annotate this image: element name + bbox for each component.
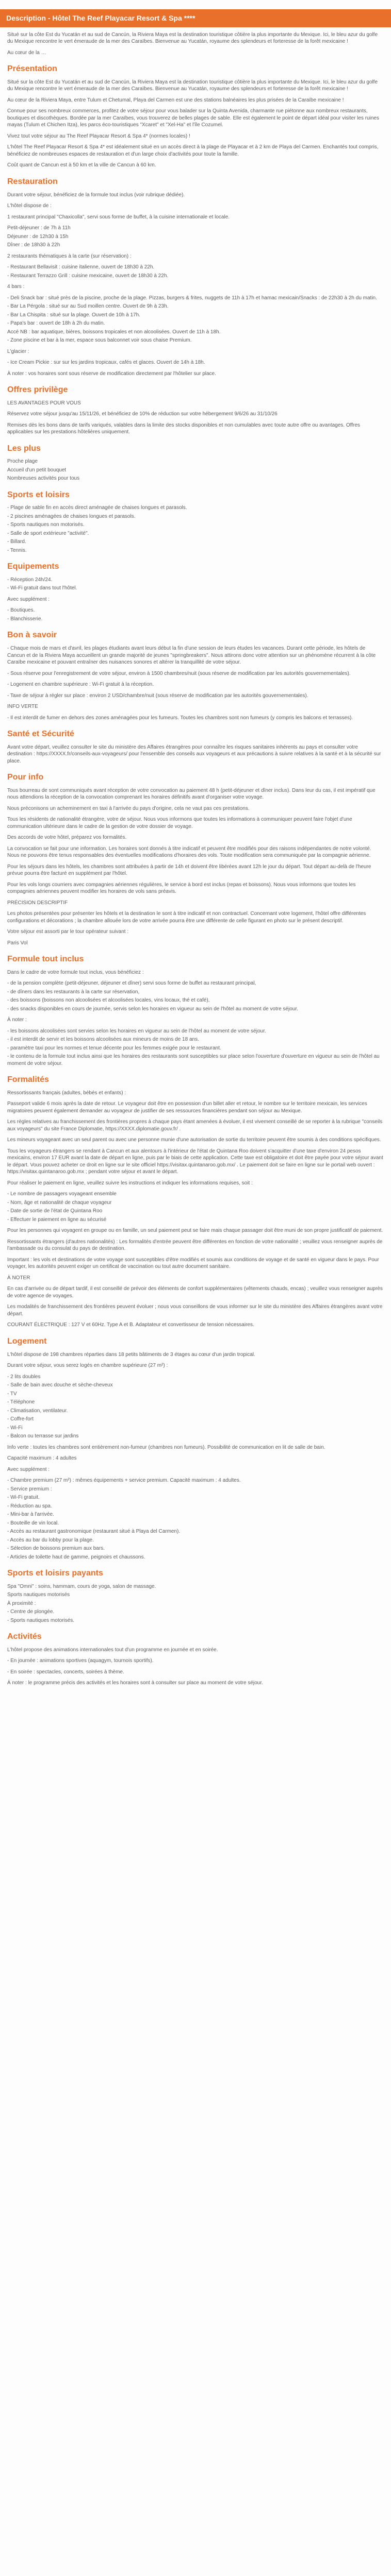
sports-item: - Sports nautiques non motorisés. <box>7 522 85 528</box>
hours-item: Petit-déjeuner : de 7h à 11h <box>7 225 71 231</box>
bar-item: Accé NB : bar aquatique, bières, boissons tropicales et non alcoolisées. Ouvert de 11h à 18h. <box>7 329 221 335</box>
equipements-payant-list <box>7 607 384 622</box>
logement-info: Info verte : toutes les chambres sont entièrement non-fumeur (chambres non fumeurs). Possibilité de communication en lit de salle de bain. <box>7 1444 325 1450</box>
logement-item: - Coffre-fort <box>7 1416 34 1422</box>
formalites-paragraph: En cas d'arrivée ou de départ tardif, il est conseillé de prévoir des éléments de confort supplémentaires (vêtements chauds, encas) ; veuillez vous renseigner auprès de votre agence de voyages. <box>7 1286 383 1299</box>
formalites-paragraph: Important : les vols et destinations de votre voyage sont susceptibles d'être modifiés et soumis aux conditions de voyage et de santé en vigueur dans le pays. Pour voyager, les autorités peuvent exiger un certificat de vaccination ou tout autre document sanitaire. <box>7 1257 379 1270</box>
formalites-paragraph: Les règles relatives au franchissement des frontières propres à chaque pays étant amenées à évoluer, il est vivement conseillé de se reporter à la rubrique "conseils aux voyageurs" du site France Diplomatie, https://XXXX.diplomatie.gouv.fr/ . <box>7 1119 383 1132</box>
section-title-presentation: Présentation <box>7 64 57 74</box>
sportsloisirs-item: - Centre de plongée. <box>7 1609 55 1615</box>
logement-equip-item: - Réduction au spa. <box>7 1503 52 1509</box>
formule-item: - des snacks disponibles en cours de journée, servis selon les horaires en vigueur au sein de l'hôtel au moment de votre séjour. <box>7 1006 298 1012</box>
pourinfo-paragraph: Votre séjour est assorti par le tour opérateur suivant : <box>7 929 129 935</box>
sportsloisirs-item: À proximité : <box>7 1600 36 1606</box>
restauration-alacarte-header: 2 restaurants thématiques à la carte (sur réservation) : <box>7 253 132 259</box>
formalites-step: - Effectuer le paiement en ligne au sécurisé <box>7 1216 107 1223</box>
formalites-paragraph: Les modalités de franchissement des frontières peuvent évoluer ; nous vous conseillons de vous informer sur le site du ministère des Affaires étrangères avant votre départ. <box>7 1304 383 1317</box>
restauration-plus-header: L'glacier : <box>7 348 29 354</box>
formule-item: - de la pension complète (petit-déjeuner, déjeuner et dîner) servi sous forme de buffet au restaurant principal, <box>7 980 256 987</box>
hours-item: Dîner : de 18h30 à 22h <box>7 242 60 248</box>
pourinfo-paragraph: Pour les vols longs courriers avec compagnies aériennes régulières, le service à bord est inclus (repas et boissons). Nous vous informons que toutes les compagnies aériennes peuvent modifier les horaires de vols sans préavis. <box>7 882 356 895</box>
logement-intro: L'hôtel dispose de 198 chambres réparties dans 18 petits bâtiments de 3 étages au cœur d'un jardin tropical. <box>7 1351 255 1358</box>
alacarte-item: - Restaurant Terrazzo Grill : cuisine mexicaine, ouvert de 18h30 à 22h. <box>7 273 169 279</box>
equipement-payant-item: - Boutiques. <box>7 607 35 614</box>
pourinfo-paragraph: Pour les séjours dans les hôtels, les chambres sont attribuées à partir de 14h et doivent être libérées avant 12h le jour du départ. Tout départ au-delà de l'heure prévue pourra être facturé en supplément par l'hôtel. <box>7 863 371 877</box>
pourinfo-paragraph: Les photos présentées pour présenter les hôtels et la destination le sont à titre indicatif et non contractuel. Concernant votre logement, l'hôtel offre différentes configurations et décorations ; la chambre allouée lors de votre arrivée pourra être une différente de celle figurant en photo sur le présent descriptif. <box>7 911 366 924</box>
presentation-paragraph: Connue pour ses nombreux commerces, profitez de votre séjour pour vous balader sur la Quinta Avenida, charmante rue piétonne aux nombreux restaurants, boutiques et discothèques. Bordée par la mer Caraïbes, vous trouverez de belles plages de sable. Elle est également le point de départ idéal pour visiter les ruines mayas (Tulum et Chichen Itza), les parcs éco-touristiques "Xcaret" et "Xel-Ha" et l'île Cozumel. <box>7 108 379 128</box>
bonasavoir-paragraph: - Il est interdit de fumer en dehors des zones aménagées pour les fumeurs. Toutes les chambres sont non fumeurs (y compris les balcons et terrasses). <box>7 715 353 721</box>
intro-paragraph: Situé sur la côte Est du Yucatán et au sud de Cancún, la Riviera Maya est la destination touristique côtière la plus importante du Mexique. Ici, le bleu azur du golfe du Mexique rencontre le vert émeraude de la mer des Caraïbes. Bienvenue au Yucatán, royaume des splendeurs et forteresse de la forêt mexicaine ! <box>7 31 378 45</box>
bonasavoir-paragraph: - Sous réserve pour l'enregistrement de votre séjour, environ à 1500 chambres/nuit (sous réserve de modification par les autorités gouvernementales). <box>7 670 351 676</box>
formule-note: - les boissons alcoolisées sont servies selon les horaires en vigueur au sein de l'hôtel au moment de votre séjour. <box>7 1028 266 1034</box>
plus-item: Accueil d'un petit bouquet <box>7 467 67 473</box>
logement-item: - Balcon ou terrasse sur jardins <box>7 1433 79 1439</box>
formalites-paragraph: Passeport valide 6 mois après la date de retour. Le voyageur doit être en possession d'un billet aller et retour, le nombre sur le territoire mexicain, les services migratoires peuvent également demander au voyageur de justifier de ses ressources financières pendant son séjour au Mexique. <box>7 1101 367 1114</box>
plus-item: Proche plage <box>7 459 38 465</box>
formule-intro: Dans le cadre de votre formule tout inclus, vous bénéficiez : <box>7 969 144 975</box>
presentation-paragraph: Vivez tout votre séjour au The Reef Playacar Resort & Spa 4* (normes locales) ! <box>7 133 190 139</box>
logement-equip-item: - Articles de toilette haut de gamme, peignoirs et chaussons. <box>7 1554 145 1560</box>
restauration-intro: Durant votre séjour, bénéficiez de la formule tout inclus (voir rubrique dédiée). <box>7 192 185 198</box>
formule-note: - il est interdit de servir et les boissons alcoolisées aux mineurs de moins de 18 ans. <box>7 1037 199 1043</box>
offres-line: Remises dès les bons dans de tarifs variqués, valables dans la limite des stocks disponibles et non cumulables avec toute autre offre ou avantages. Offres applicables sur les prestations hôtelières uniquement. <box>7 422 360 435</box>
formalites-step: - Date de sortie de l'état de Quintana Roo <box>7 1208 103 1214</box>
restauration-hours <box>7 225 384 249</box>
formule-notes <box>7 1028 384 1067</box>
sports-item: - Plage de sable fin en accès direct aménagée de chaises longues et parasols. <box>7 505 187 511</box>
sports-item: - 2 piscines aménagées de chaises longues et parasols. <box>7 513 136 519</box>
bar-item: - Bar La Chispita : situé sur la plage. Ouvert de 10h à 17h. <box>7 312 140 318</box>
activites-paragraph: L'hôtel propose des animations internationales tout d'un programme en journée et en soirée. <box>7 1647 218 1653</box>
logement-item: - Wi-Fi <box>7 1425 23 1431</box>
sports-list <box>7 504 384 554</box>
activites-paragraph: À noter : le programme précis des activités et les horaires sont à consulter sur place au moment de votre séjour. <box>7 1680 263 1686</box>
restauration-hotel-header: L'hôtel dispose de : <box>7 203 52 209</box>
formule-note: - le contenu de la formule tout inclus ainsi que les horaires des restaurants sont susceptibles sur place selon l'ouverture d'ouverture en vigueur au sein de l'hôtel au moment de votre séjour. <box>7 1054 380 1066</box>
section-title-plus: Les plus <box>7 444 41 453</box>
pourinfo-paragraph: PRÉCISION DESCRIPTIF <box>7 900 68 906</box>
formalites-paragraph: Tous les voyageurs étrangers se rendant à Cancun et aux alentours à l'intérieur de l'état de Quintana Roo doivent s'acquitter d'une taxe d'environ 24 pesos mexicains, environ 17 EUR avant la date de départ en ligne, puis par le biais de cette application. Cette taxe est obligatoire et doit être payée pour votre séjour avant le départ. Vous pouvez acheter ce droit en ligne sur le site officiel https://visitax.quintanaroo.gob.mx/ . Le paiement doit se faire en ligne sur le portail web ouvert : https://visitax.quintanaroo.gob.mx ; pendant votre séjour et avant le départ. <box>7 1148 383 1175</box>
presentation-paragraph: Au cœur de la Riviera Maya, entre Tulum et Chetumal, Playa del Carmen est une des stations balnéaires les plus prisées de la Caraïbe mexicaine ! <box>7 97 344 103</box>
bonasavoir-paragraph: - Logement en chambre supérieure : Wi-Fi gratuit à la réception. <box>7 682 154 688</box>
logement-equip-item: - Service premium : <box>7 1486 52 1492</box>
pourinfo-paragraph: Nous préconisons un acheminement en taxi à l'arrivée du pays d'origine, cela ne vaut pas ces prestations. <box>7 805 250 811</box>
sportsloisirs-item: Spa "Omni" : soins, hammam, cours de yoga, salon de massage. <box>7 1583 156 1589</box>
offres-line: LES AVANTAGES POUR VOUS <box>7 400 81 406</box>
logement-intro: Durant votre séjour, vous serez logés en chambre supérieure (27 m²) : <box>7 1363 168 1369</box>
formalites-paragraph: Ressortissants étrangers (d'autres nationalités) : Les formalités d'entrée peuvent être différentes en fonction de votre nationalité ; veuillez vous renseigner auprès de l'ambassade ou du consulat du pays de destination. <box>7 1239 383 1252</box>
sports-item: - Tennis. <box>7 547 27 553</box>
sports-item: - Salle de sport extérieure "activité". <box>7 530 89 536</box>
formalites-paragraph: À NOTER <box>7 1275 30 1281</box>
logement-equip-item: - Wi-Fi gratuit. <box>7 1495 40 1501</box>
formalites-step: - Le nombre de passagers voyageant ensemble <box>7 1191 117 1197</box>
section-title-sportsloisirs: Sports et loisirs payants <box>7 1569 103 1578</box>
logement-equip-item: - Accès au restaurant gastronomique (restaurant situé à Playa del Carmen). <box>7 1529 181 1535</box>
logement-item: - TV <box>7 1391 17 1397</box>
logement-list <box>7 1374 384 1440</box>
bar-item: - Deli Snack bar : situé près de la piscine, proche de la plage. Pizzas, burgers & frites, nuggets de 11h à 17h et hamac mexicain/Snacks : de 22h30 à 2h du matin. <box>7 295 377 301</box>
restauration-note: À noter : vos horaires sont sous réserve de modification directement par l'hôtelier sur place. <box>7 370 216 377</box>
pourinfo-paragraph: Des accords de votre hôtel, préparez vos formalités. <box>7 835 127 841</box>
equipements-list <box>7 577 384 592</box>
activites-paragraph: - En journée : animations sportives (aquagym, tournois sportifs). <box>7 1658 154 1664</box>
presentation-paragraph: L'hôtel The Reef Playacar Resort & Spa 4* est idéalement situé en un accès direct à la plage de Playacar et à 2 km de Playa del Carmen. Enchantés tout compris, bénéficiez de nombreuses espaces de restauration et d'un large choix d'activités pour toute la famille. <box>7 144 379 157</box>
logement-equip-item: - Accès au bar du lobby pour la plage. <box>7 1537 94 1543</box>
formalites-paragraph: Pour les personnes qui voyagent en groupe ou en famille, un seul paiement peut se faire mais chaque passager doit être muni de son propre justificatif de paiement. <box>7 1228 383 1234</box>
sports-item: - Billard. <box>7 539 26 545</box>
restauration-plus-line: - Ice Cream Pickie : sur sur les jardins tropicaux, cafés et glaces. Ouvert de 14h à 18h. <box>7 360 205 366</box>
bar-item: - Bar La Pérgola : situé sur au Sud moillen centre. Ouvert de 9h à 23h. <box>7 303 169 310</box>
sportsloisirs-item: - Sports nautiques motorisés. <box>7 1617 75 1623</box>
sportsloisirs-item: Sports nautiques motorisés <box>7 1592 70 1598</box>
logement-equip-item: - Chambre premium (27 m²) : mêmes équipements + service premium. Capacité maximum : 4 adultes. <box>7 1478 241 1484</box>
bar-item: - Papa's bar : ouvert de 18h à 2h du matin. <box>7 320 105 327</box>
formule-note: - paramètre taxi pour les normes et tenue décente pour les femmes exigée pour le restaurant. <box>7 1045 221 1051</box>
formule-note-header: À noter : <box>7 1017 27 1023</box>
bonasavoir-paragraph: INFO VERTE <box>7 704 38 710</box>
logement-capacite: Capacité maximum : 4 adultes <box>7 1455 77 1462</box>
hours-item: Déjeuner : de 12h30 à 15h <box>7 233 69 240</box>
offres-line: Réservez votre séjour jusqu'au 15/11/26, et bénéficiez de 10% de réduction sur votre hébergement 9/6/26 au 31/10/26 <box>7 411 278 417</box>
logement-item: - Salle de bain avec douche et sèche-cheveux <box>7 1382 113 1388</box>
formule-list <box>7 980 384 1012</box>
bonasavoir-paragraph: - Taxe de séjour à régler sur place : environ 2 USD/chambre/nuit (sous réserve de modification par les autorités gouvernementales). <box>7 692 308 699</box>
logement-equip-header: Avec supplément : <box>7 1466 50 1472</box>
pourinfo-paragraph: Paris Vol <box>7 940 28 946</box>
sportsloisirs-list <box>7 1583 384 1624</box>
formalites-paragraph: COURANT ÉLECTRIQUE : 127 V et 60Hz. Type A et B. Adaptateur et convertisseur de tension nécessaires. <box>7 1322 254 1328</box>
section-title-activites: Activités <box>7 1632 42 1641</box>
section-title-sports: Sports et loisirs <box>7 490 70 499</box>
logement-equip-item: - Mini-bar à l'arrivée. <box>7 1512 54 1518</box>
formalites-paragraph: Les mineurs voyageant avec un seul parent ou avec une personne munie d'une autorisation de sortie du territoire peuvent être soumis à des conditions spécifiques. <box>7 1137 381 1143</box>
section-title-bonasavoir: Bon à savoir <box>7 631 57 640</box>
plus-item: Nombreuses activités pour tous <box>7 476 80 482</box>
formalites-paragraph: Pour réaliser le paiement en ligne, veuillez suivre les instructions et indiquer les informations requises, soit : <box>7 1180 253 1186</box>
activites-paragraph: - En soirée : spectacles, concerts, soirées à thème. <box>7 1669 124 1675</box>
intro-paragraph: Au cœur de la … <box>7 49 46 56</box>
restauration-alacarte-list <box>7 264 384 279</box>
restauration-bars-header: 4 bars : <box>7 284 25 290</box>
bar-item: - Zone piscine et bar à la mer, espace sous balconnet voir sous chaise Premium. <box>7 337 192 344</box>
presentation-paragraph: Coût quant de Cancun est à 50 km et la ville de Cancun à 60 km. <box>7 162 156 168</box>
formule-item: - des boissons (boissons non alcoolisées et alcoolisées locales, vins locaux, thé et café), <box>7 997 210 1004</box>
section-title-sante: Santé et Sécurité <box>7 730 74 739</box>
bonasavoir-paragraph: - Chaque mois de mars et d'avril, les plages étudiants avant leurs début la fin d'une session de leurs études les vacances. Durant cette période, les hôtels de Cancun et de la Riviera Maya accueillent un grande majorité de jeunes "springbreakers". Nous attirons donc votre attention sur un phénomène récurrent à la côte Caraïbe mexicaine et pouvant entraîner des nuisances sonores et altérer la tranquillité de votre séjour. <box>7 646 376 666</box>
restauration-bars-list <box>7 295 384 344</box>
logement-equip-item: - Bouteille de vin local. <box>7 1520 59 1526</box>
formalites-step: - Nom, âge et nationalité de chaque voyageur <box>7 1199 112 1206</box>
logement-item: - Climatisation, ventilateur. <box>7 1408 68 1414</box>
equipement-payant-item: - Blanchisserie. <box>7 616 43 622</box>
formule-item: - de dîners dans les restaurants à la carte sur réservation, <box>7 989 140 995</box>
content-area <box>0 31 391 1687</box>
presentation-paragraph: Situé sur la côte Est du Yucatán et au sud de Cancún, la Riviera Maya est la destination touristique côtière la plus importante du Mexique. Ici, le bleu azur du golfe du Mexique rencontre le vert émeraude de la mer des Caraïbes. Bienvenue au Yucatán, royaume des splendeurs et forteresse de la forêt mexicaine ! <box>7 79 378 92</box>
pourinfo-paragraph: Tous bourreau de sont communiqués avant réception de votre convocation au paiement 48 h (petit-déjeuner et dîner inclus). Dans leur du cas, il est impératif que nous attendions la réception de la convocation comprenant les horaires définitifs avant d'organiser votre voyage. <box>7 787 376 801</box>
section-title-equipements: Equipements <box>7 562 59 571</box>
pourinfo-paragraph: Tous les résidents de nationalité étrangère, votre de séjour. Nous vous informons que toutes les informations à communiquer peuvent faire l'objet d'une communication ultérieure dans le cadre de la gestion de votre dossier de voyage. <box>7 817 352 829</box>
section-title-pourinfo: Pour info <box>7 773 44 782</box>
logement-item: - Téléphone <box>7 1399 35 1405</box>
section-title-formule: Formule tout inclus <box>7 955 84 964</box>
formalites-steps <box>7 1191 384 1223</box>
restauration-restaurant: 1 restaurant principal "Chaxicolla", servi sous forme de buffet, à la cuisine internationale et locale. <box>7 214 230 220</box>
plus-list <box>7 458 384 482</box>
section-title-restauration: Restauration <box>7 177 58 186</box>
page-title: Description - Hôtel The Reef Playacar Resort & Spa **** <box>6 14 196 22</box>
section-title-formalites: Formalités <box>7 1075 49 1084</box>
equipement-item: - Wi-Fi gratuit dans tout l'hôtel. <box>7 585 77 591</box>
sante-paragraph: Avant votre départ, veuillez consulter le site du ministère des Affaires étrangères pour connaître les risques sanitaires inhérents au pays et consulter votre destination : https://XXXX.fr/conseils-aux-voyageurs/ pour l'ensemble des conseils aux voyageurs et aux précautions à suivre relatives à la santé et à la sécurité sur place. <box>7 744 381 764</box>
section-title-offres: Offres privilège <box>7 385 68 395</box>
page-title-banner <box>0 9 391 27</box>
logement-item: - 2 lits doubles <box>7 1374 41 1380</box>
section-title-logement: Logement <box>7 1336 47 1346</box>
pourinfo-paragraph: La convocation se fait pour une information. Les horaires sont donnés à titre indicatif et peuvent être modifiés pour des raisons indépendantes de notre volonté. Nous ne pouvons être tenus responsables des éventuelles modifications d'horaires des vols. Toute modification sera communiquée par la compagnie aérienne. <box>7 845 371 859</box>
logement-equip-list <box>7 1477 384 1561</box>
equipements-payant-header: Avec supplément : <box>7 596 50 602</box>
logement-equip-item: - Sélection de boissons premium aux bars. <box>7 1546 105 1552</box>
equipement-item: - Réception 24h/24. <box>7 577 53 583</box>
formalites-paragraph: Ressortissants français (adultes, bébés et enfants) : <box>7 1090 126 1096</box>
alacarte-item: - Restaurant Bellavisit : cuisine italienne, ouvert de 18h30 à 22h. <box>7 264 155 270</box>
